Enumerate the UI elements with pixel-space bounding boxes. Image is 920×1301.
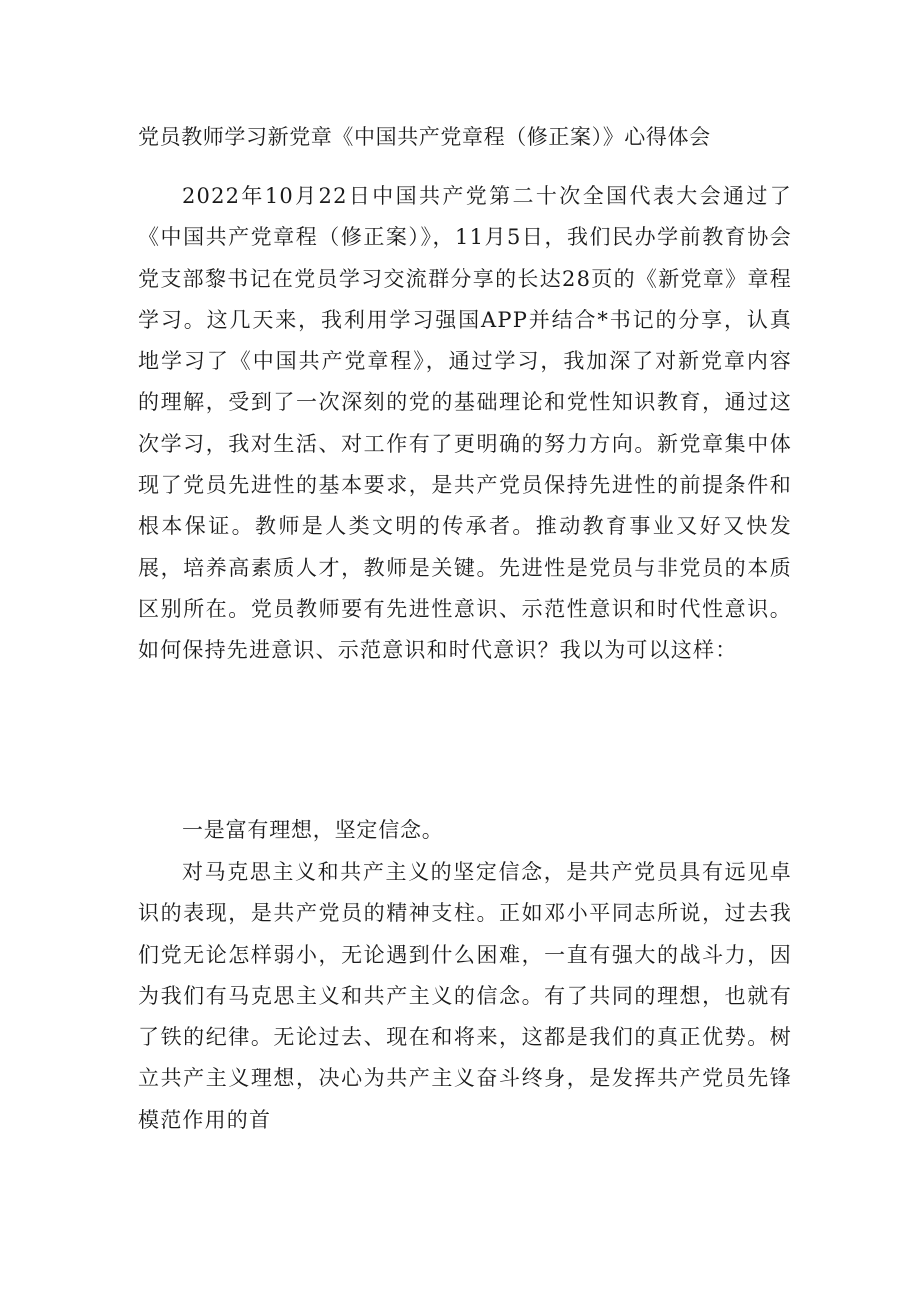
intro-paragraph: 2022年10月22日中国共产党第二十次全国代表大会通过了《中国共产党章程（修正案）》，11月5日，我们民办学前教育协会党支部黎书记在党员学习交流群分享的长达28页的《新党章》章程学习。这几天来，我利用学习强国APP并结合*书记的分享，认真地学习了《中国共产党章程》，通过学习，我加深了对新党章内容的理解，受到了一次深刻的党的基础理论和党性知识教育，通过这次学习，我对生活、对工作有了更明确的努力方向。新党章集中体现了党员先进性的基本要求，是共产党员保持先进性的前提条件和根本保证。教师是人类文明的传承者。推动教育事业又好又快发展，培养高素质人才，教师是关键。先进性是党员与非党员的本质区别所在。党员教师要有先进性意识、示范性意识和时代性意识。如何保持先进意识、示范意识和时代意识？我以为可以这样：	[138, 184, 792, 663]
section-one-paragraph: 对马克思主义和共产主义的坚定信念，是共产党员具有远见卓识的表现，是共产党员的精神支柱。正如邓小平同志所说，过去我们党无论怎样弱小，无论遇到什么困难，一直有强大的战斗力，因为我们有马克思主义和共产主义的信念。有了共同的理想，也就有了铁的纪律。无论过去、现在和将来，这都是我们的真正优势。树立共产主义理想，决心为共产主义奋斗终身，是发挥共产党员先锋模范作用的首	[138, 860, 792, 1132]
section-one-heading: 一是富有理想，坚定信念。	[182, 818, 444, 842]
document-title: 党员教师学习新党章《中国共产党章程（修正案）》心得体会	[138, 125, 711, 149]
